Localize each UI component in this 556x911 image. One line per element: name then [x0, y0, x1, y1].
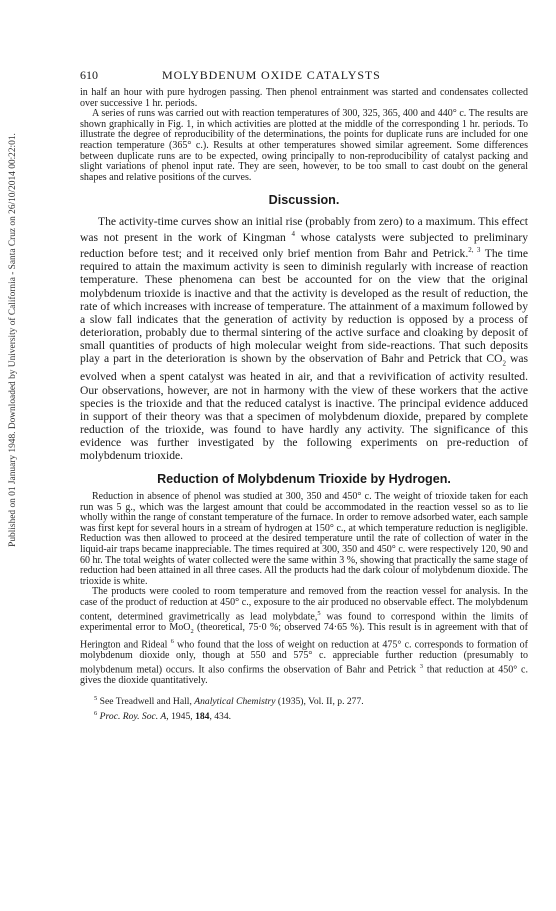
footnote-mark: 6 [94, 709, 98, 717]
subscript: 2 [190, 627, 194, 635]
footnote-text: , 434. [209, 710, 232, 722]
reference-mark: 2, 3 [468, 246, 481, 255]
publication-stamp-text: Published on 01 January 1948. Downloaded by University of California - Santa Cruz on 26/10/2014 00:22:01. [8, 133, 18, 547]
footnote-text: (1935), Vol. II, p. 277. [275, 696, 364, 708]
discussion-text-2: whose catalysts were subjected to preliminary reduction before test; and it received only brief mention from Bahr and Petrick. [80, 231, 528, 261]
analysis-text-3: (theoretical, 75·0 %; observed 74·65 %). This result is in agreement with that of Herington and Rideal [80, 621, 528, 651]
subscript: 2 [502, 359, 506, 368]
footnote-title: Proc. Roy. Soc. A, [99, 710, 169, 722]
section-heading-discussion: Discussion. [268, 193, 340, 208]
paragraph-discussion [80, 215, 528, 462]
paragraph-continuation: in half an hour with pure hydrogen passing. Then phenol entrainment was started and condensates collected over successive 1 hr. periods. [80, 87, 528, 109]
footnote-text: See Treadwell and Hall, [97, 696, 195, 708]
footnote-volume: 184 [195, 710, 210, 722]
reference-mark: 5 [317, 609, 321, 617]
reference-mark: 3 [419, 662, 424, 670]
discussion-text-3: The time required to attain the maximum activity is seen to diminish regularly with increase of reaction temperature. These phenomena can best be accounted for on the view that the original molybdenum trioxide is inactive and that the activity is developed as the result of reduction, the rate of which increases with increase of temperature. The attainment of a maximum followed by a slow fall indicates that the generation of activity by reduction is opposed by a process of deterioration, probably due to thermal sintering of the active surface and cloaking by deposit of small quantities of products of high molecular weight from side-reactions. That such deposits play a part in the deterioration is shown by the observation of Bahr and Petrick that CO [80, 247, 528, 365]
paragraph-results: A series of runs was carried out with reaction temperatures of 300, 325, 365, 400 and 440° c. The results are shown graphically in Fig. 1, in which activities are plotted at the middle of the corresponding 1 hr. periods. To illustrate the degree of reproducibility of the determinations, the points for duplicate runs are included for one reaction temperature (365° c.). Results at other temperatures showed similar agreement. Some differences between duplicate runs are to be expected, owing principally to non-reproducibility of catalyst packing and slight variations of phenol input rate. They are seen, however, to be too small to cast doubt on the general shapes and relative positions of the curves. [80, 108, 528, 183]
section-heading-reduction: Reduction of Molybdenum Trioxide by Hydrogen. [157, 472, 451, 487]
page-body [80, 88, 528, 722]
running-title: MOLYBDENUM OXIDE CATALYSTS [162, 68, 381, 82]
page-header [80, 68, 527, 84]
footnotes [80, 693, 528, 722]
footnote-text: 1945, [168, 710, 196, 722]
reference-mark: 4 [291, 230, 296, 239]
page-number: 610 [80, 68, 98, 82]
analysis-text-2: was found to correspond within the limits of experimental error to MoO [80, 610, 528, 633]
discussion-text-4: was evolved when a spent catalyst was heated in air, and that a revivification of activity resulted. Our observations, however, are not in harmony with the view of these workers that the active species is the trioxide and that the reduced catalyst is inactive. The principal evidence adduced in support of their theory was that a specimen of molybdenum dioxide, prepared by complete reduction of the trioxide, was found to have hardly any activity. The significance of this evidence was further investigated by the following experiments on pre-reduction of molybdenum trioxide. [80, 352, 528, 462]
analysis-text-4: who found that the loss of weight on reduction at 475° c. corresponds to formation of molybdenum dioxide only, though at 550 and 575° c. appreciable further reduction (presumably to molybdenum metal) occurs. It also confirms the observation of Bahr and Petrick [80, 639, 529, 675]
side-watermark [6, 60, 20, 620]
reference-mark: 6 [170, 638, 174, 646]
paragraph-reduction-method: Reduction in absence of phenol was studied at 300, 350 and 450° c. The weight of trioxide taken for each run was 5 g., which was the largest amount that could be accommodated in the reaction vessel so as to lie wholly within the range of constant temperature of the furnace. In order to remove adsorbed water, each sample was first kept for several hours in a stream of hydrogen at 150° c., at which temperature reduction is negligible. Reduction was then allowed to proceed at the desired temperature until the rate of collection of water in the liquid-air traps became inappreciable. The times required at 300, 350 and 450° c. were respectively 120, 90 and 60 hr. The total weights of water collected were the same within 3 %, showing that practically the same stage of reduction had been attained in all three cases. All the products had the dark colour of molybdenum dioxide. The trioxide is white. [80, 491, 528, 587]
analysis-text-1: The products were cooled to room temperature and removed from the reaction vessel for analysis. In the case of the product of reduction at 450° c., exposure to the air produced no observable effect. The molybdenum content, determined gravimetrically as lead molybdate, [80, 586, 528, 622]
footnote [80, 708, 528, 723]
analysis-text-5: that reduction at 450° c. gives the dioxide quantitatively. [80, 663, 528, 686]
discussion-text-1: The activity-time curves show an initial rise (probably from zero) to a maximum. This effect was not present in the work of Kingman [80, 215, 528, 245]
footnote-title: Analytical Chemistry [194, 696, 276, 708]
paragraph-reduction-analysis [80, 587, 528, 686]
footnote [80, 693, 528, 708]
footnote-mark: 5 [94, 695, 98, 703]
